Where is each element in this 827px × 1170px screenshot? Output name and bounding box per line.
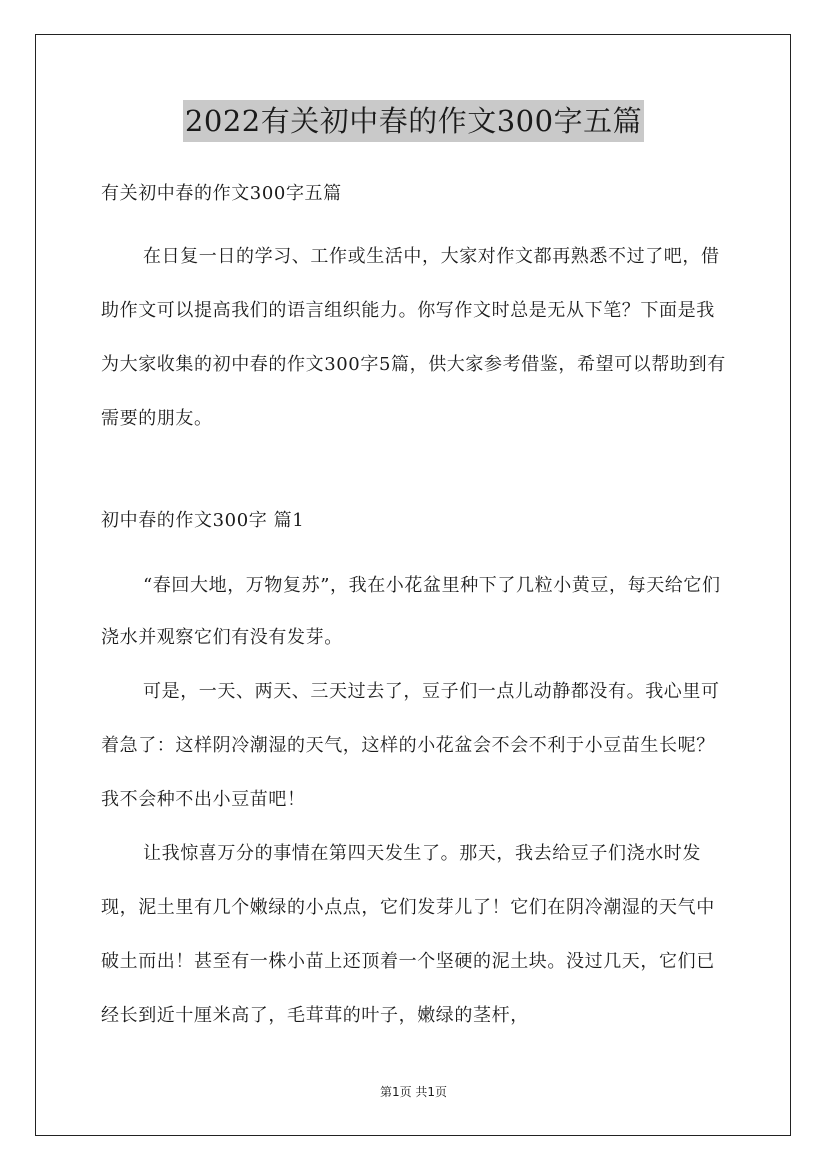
document-title: 2022有关初中春的作文300字五篇 bbox=[183, 100, 644, 142]
intro-text: 在日复一日的学习、工作或生活中，大家对作文都再熟悉不过了吧，借助作文可以提高我们的语言组织能力。你写作文时总是无从下笔？下面是我为大家收集的初中春的作文300字5篇，供大家参考借鉴，希望可以帮助到有需要的朋友。 bbox=[101, 246, 726, 429]
title-container bbox=[0, 100, 827, 142]
intro-paragraph bbox=[101, 230, 731, 446]
paragraph-1 bbox=[101, 560, 731, 664]
paragraph-text: 让我惊喜万分的事情在第四天发生了。那天，我去给豆子们浇水时发现，泥土里有几个嫩绿的小点点，它们发芽儿了！它们在阴冷潮湿的天气中破土而出！甚至有一株小苗上还顶着一个坚硬的泥土块。没过几天，它们已经长到近十厘米高了，毛茸茸的叶子，嫩绿的茎杆， bbox=[101, 843, 715, 1026]
paragraph-2 bbox=[101, 665, 731, 827]
paragraph-text: 可是，一天、两天、三天过去了，豆子们一点儿动静都没有。我心里可着急了：这样阴冷潮湿的天气，这样的小花盆会不会不利于小豆苗生长呢？我不会种不出小豆苗吧！ bbox=[101, 681, 720, 810]
page-number-footer: 第1页 共1页 bbox=[379, 1085, 448, 1099]
document-subtitle: 有关初中春的作文300字五篇 bbox=[101, 183, 342, 204]
paragraph-text: “春回大地，万物复苏”，我在小花盆里种下了几粒小黄豆，每天给它们浇水并观察它们有没有发芽。 bbox=[101, 575, 721, 648]
section-heading: 初中春的作文300字 篇1 bbox=[101, 510, 305, 531]
paragraph-3 bbox=[101, 827, 731, 1043]
